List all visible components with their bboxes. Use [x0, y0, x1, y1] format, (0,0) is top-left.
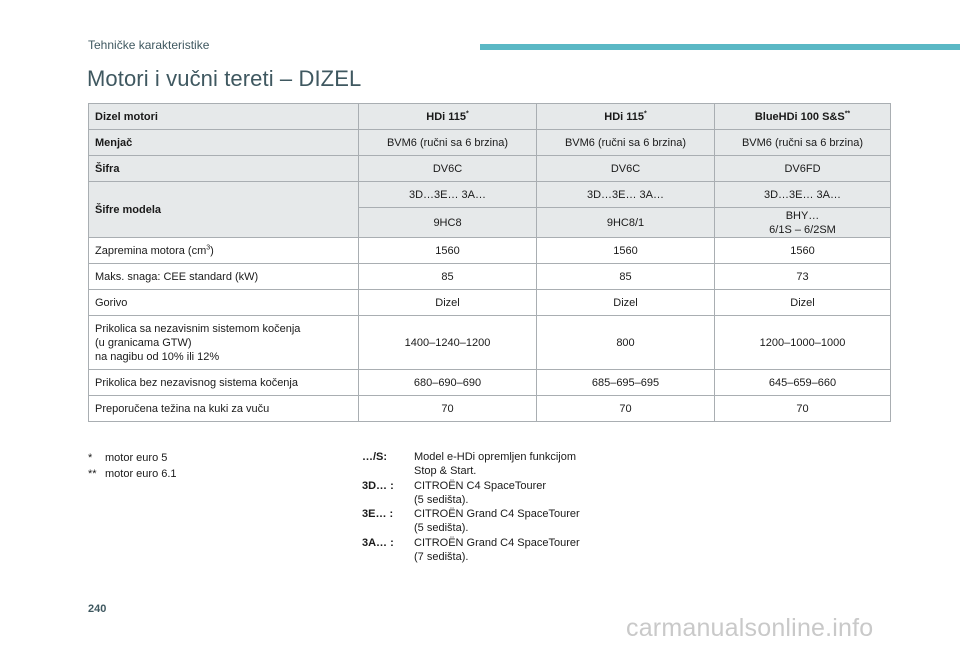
footnote-mark: *	[88, 452, 93, 464]
table-row-snaga	[89, 264, 891, 290]
row-label: Zapremina motora $(cm^3)$	[89, 238, 359, 264]
row-label: Šifre modela	[89, 182, 359, 238]
table-cell: 1560	[715, 238, 891, 264]
code-key: 3A… :	[362, 536, 394, 549]
footnotes	[88, 450, 177, 482]
table-cell: Dizel	[715, 290, 891, 316]
table-cell: 1560	[537, 238, 715, 264]
code-key: …/S:	[362, 451, 388, 463]
table-cell: DV6C	[537, 156, 715, 182]
table-cell: 3D…3E… 3A…	[359, 182, 537, 208]
table-header-row	[89, 104, 891, 130]
footnote-mark: **	[88, 468, 97, 480]
row-label: Gorivo	[89, 290, 359, 316]
table-cell: 85	[537, 264, 715, 290]
table-cell: 685–695–695	[537, 370, 715, 396]
footnote-text: motor euro 6.1	[105, 468, 177, 480]
table-cell: BVM6 (ručni sa 6 brzina)	[715, 130, 891, 156]
table-row-tezina-kuka	[89, 396, 891, 422]
table-row-prikolica-bez	[89, 370, 891, 396]
header-col3-cell: BlueHDi 100 S&S**	[715, 104, 891, 130]
table-cell: 645–659–660	[715, 370, 891, 396]
table-cell: 1560	[359, 238, 537, 264]
table-cell: BVM6 (ručni sa 6 brzina)	[359, 130, 537, 156]
header-label-cell: Dizel motori	[89, 104, 359, 130]
table-cell: BVM6 (ručni sa 6 brzina)	[537, 130, 715, 156]
table-cell: 3D…3E… 3A…	[537, 182, 715, 208]
table-row-menjac	[89, 130, 891, 156]
code-description: CITROËN Grand C4 SpaceTourer (7 sedišta).	[414, 536, 580, 564]
table-row-gorivo	[89, 290, 891, 316]
footnote	[88, 450, 177, 466]
footnote-text: motor euro 5	[105, 452, 168, 464]
header-col2-cell: HDi 115*	[537, 104, 715, 130]
code-description: CITROËN Grand C4 SpaceTourer (5 sedišta).	[414, 508, 580, 535]
footnote	[88, 466, 177, 482]
table-cell: Dizel	[537, 290, 715, 316]
code-entry	[362, 507, 614, 536]
table-cell: 9HC8	[359, 208, 537, 238]
page-number: 240	[88, 603, 107, 615]
header-col1-cell: HDi 115*	[359, 104, 537, 130]
table-row-zapremina	[89, 238, 891, 264]
section-label: Tehničke karakteristike	[88, 38, 210, 52]
row-label: Prikolica bez nezavisnog sistema kočenja	[89, 370, 359, 396]
row-label: Preporučena težina na kuki za vuču	[89, 396, 359, 422]
code-key: 3D… :	[362, 479, 394, 492]
table-cell: Dizel	[359, 290, 537, 316]
table-row-sifre-modela-1	[89, 182, 891, 208]
code-description: Model e-HDi opremljen funkcijom Stop & Start.	[414, 451, 577, 478]
table-cell: 1200–1000–1000	[715, 316, 891, 370]
code-entry	[362, 479, 614, 508]
code-key: 3E… :	[362, 508, 394, 521]
watermark: carmanualsonline.info	[626, 614, 874, 642]
code-entry	[362, 450, 614, 479]
table-cell: 1400–1240–1200	[359, 316, 537, 370]
section-accent-bar	[480, 44, 960, 50]
model-code-legend	[362, 450, 614, 564]
table-cell: DV6FD	[715, 156, 891, 182]
table-row-prikolica-kocnice	[89, 316, 891, 370]
table-cell: 70	[537, 396, 715, 422]
table-cell: 70	[715, 396, 891, 422]
table-cell: BHY… 6/1S – 6/2SM	[715, 208, 891, 238]
table-cell: 73	[715, 264, 891, 290]
table-cell: 85	[359, 264, 537, 290]
engine-specs-table	[88, 103, 891, 422]
table-cell: 680–690–690	[359, 370, 537, 396]
table-row-sifra	[89, 156, 891, 182]
row-label: Prikolica sa nezavisnim sistemom kočenja (u granicama GTW) na nagibu od 10% ili 12%	[89, 316, 359, 370]
row-label: Menjač	[89, 130, 359, 156]
table-cell: 800	[537, 316, 715, 370]
row-label: Šifra	[89, 156, 359, 182]
page-title: Motori i vučni tereti – DIZEL	[87, 66, 362, 91]
row-label: Maks. snaga: CEE standard (kW)	[89, 264, 359, 290]
code-description: CITROËN C4 SpaceTourer (5 sedišta).	[414, 479, 547, 506]
table-cell: DV6C	[359, 156, 537, 182]
table-cell: 9HC8/1	[537, 208, 715, 238]
table-cell: 70	[359, 396, 537, 422]
table-cell: 3D…3E… 3A…	[715, 182, 891, 208]
code-entry	[362, 536, 614, 565]
